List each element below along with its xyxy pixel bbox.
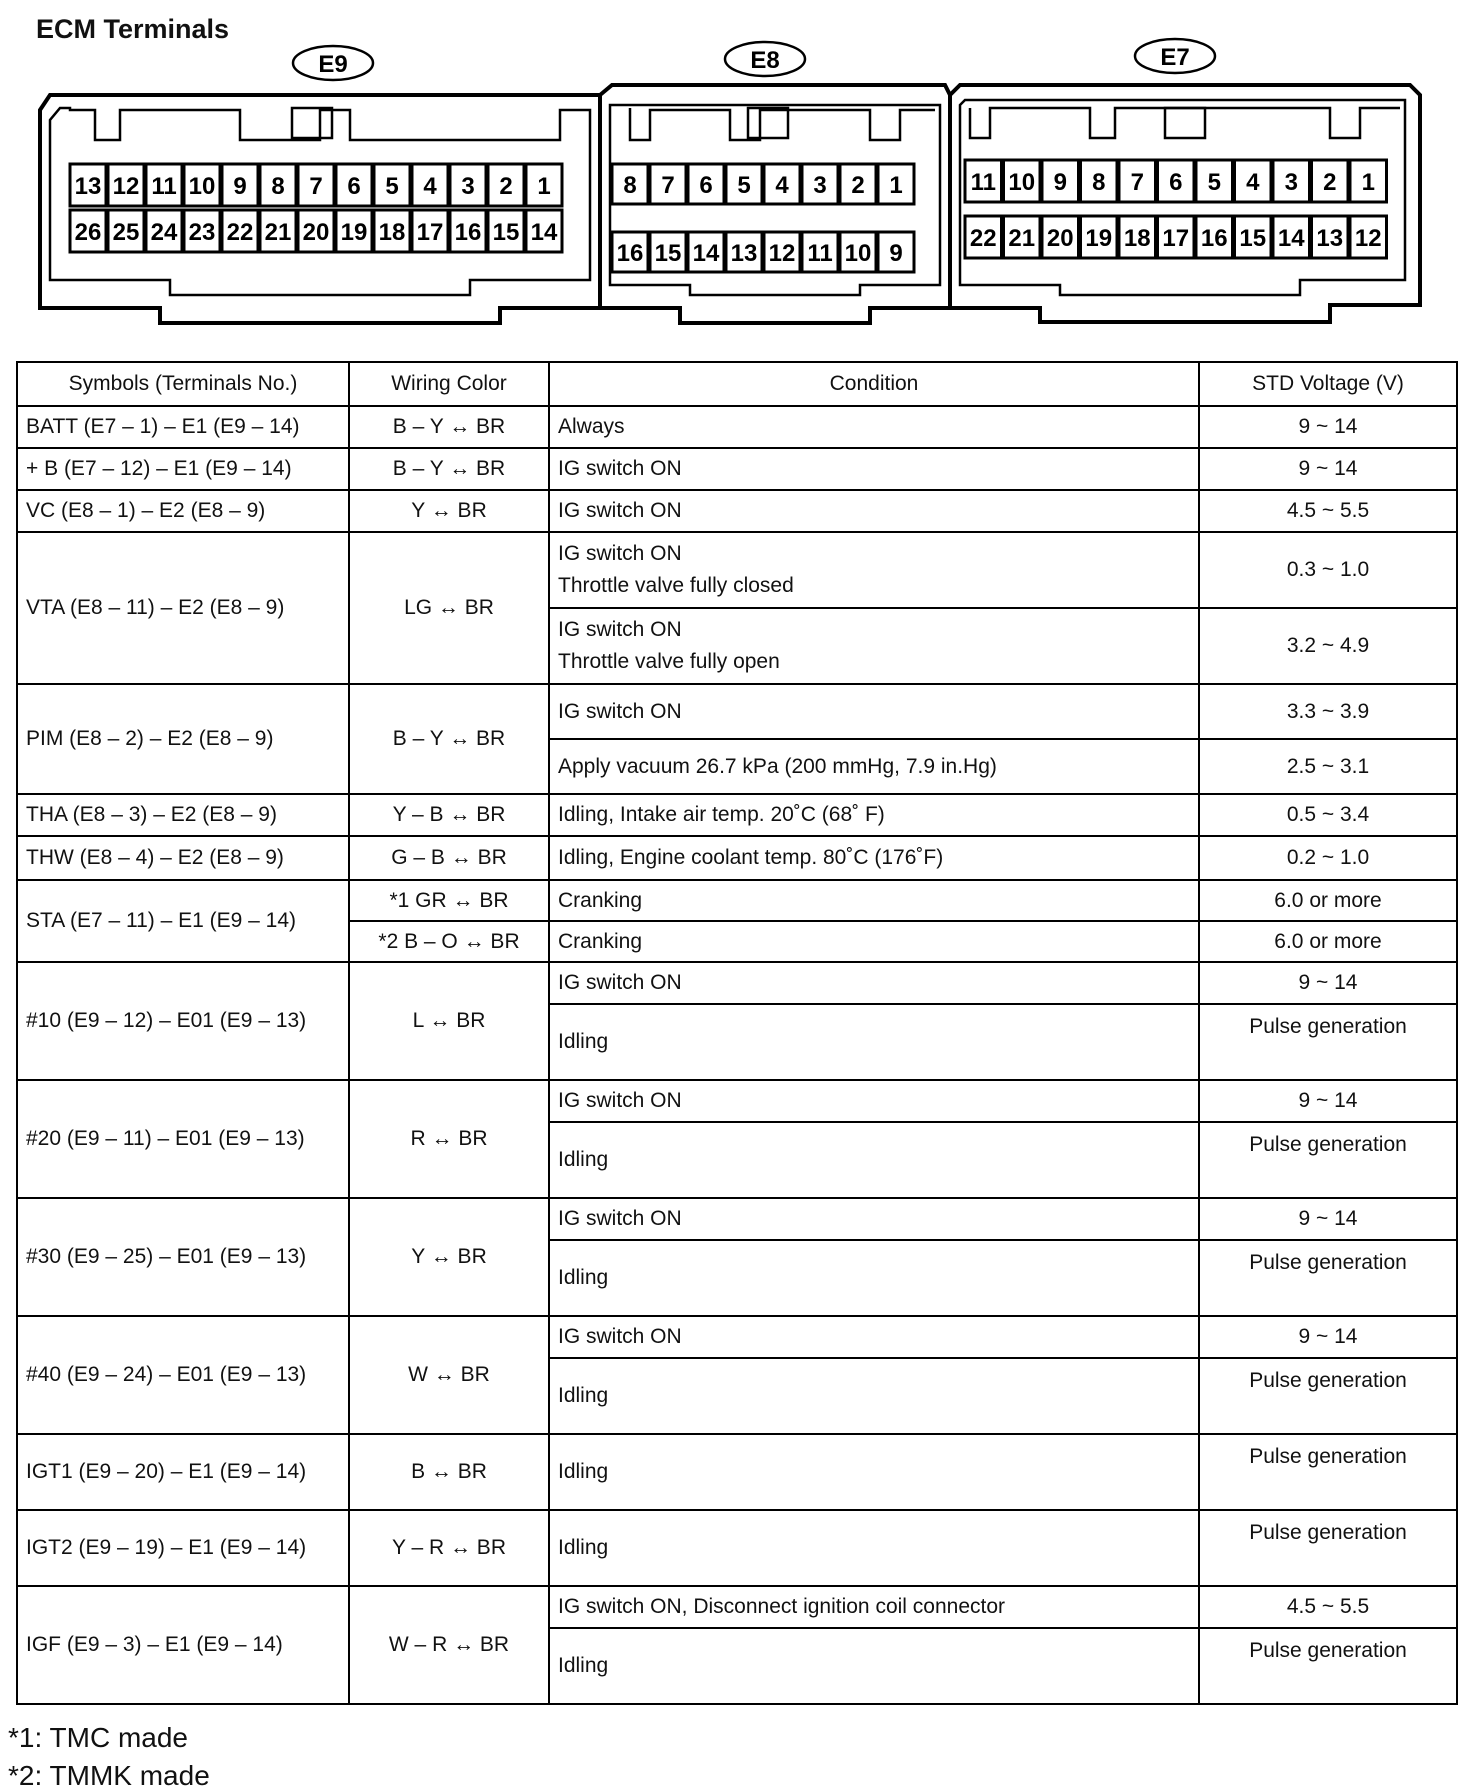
voltage-cell: 9 ~ 14 <box>1199 1316 1457 1358</box>
e8-pin-number: 2 <box>851 172 865 199</box>
e8-pin-number: 5 <box>737 172 751 199</box>
e7-pin-number: 1 <box>1361 169 1375 196</box>
condition-line: IG switch ON <box>558 542 682 565</box>
table-row <box>17 532 1457 608</box>
wiring-cell: LG ↔ BR <box>349 532 549 684</box>
condition-cell <box>549 532 1199 608</box>
e9-pin-number: 25 <box>112 219 140 246</box>
wiring-cell: *2 B – O ↔ BR <box>349 921 549 962</box>
voltage-cell: 4.5 ~ 5.5 <box>1199 490 1457 532</box>
wiring-cell: W ↔ BR <box>349 1316 549 1434</box>
table-row <box>17 1080 1457 1122</box>
e7-pin-number: 19 <box>1085 225 1113 252</box>
voltage-cell: Pulse generation <box>1199 1628 1457 1704</box>
e9-pin-number: 18 <box>378 219 406 246</box>
e7-pin-number: 2 <box>1323 169 1337 196</box>
symbol-cell: STA (E7 – 11) – E1 (E9 – 14) <box>17 880 349 962</box>
e9-pin-number: 24 <box>150 219 178 246</box>
e9-pin-number: 26 <box>74 219 102 246</box>
symbol-cell: IGT2 (E9 – 19) – E1 (E9 – 14) <box>17 1510 349 1586</box>
condition-line: Throttle valve fully open <box>558 650 780 673</box>
e9-latch <box>292 108 332 138</box>
table-row <box>17 448 1457 490</box>
wiring-cell: R ↔ BR <box>349 1080 549 1198</box>
e9-pin-number: 3 <box>461 173 475 200</box>
header-condition: Condition <box>549 362 1199 406</box>
symbol-cell: THA (E8 – 3) – E2 (E8 – 9) <box>17 794 349 836</box>
voltage-cell: Pulse generation <box>1199 1004 1457 1080</box>
table-row <box>17 1316 1457 1358</box>
e8-pin-number: 8 <box>623 172 637 199</box>
symbol-cell: THW (E8 – 4) – E2 (E8 – 9) <box>17 836 349 880</box>
e8-pin-number: 14 <box>692 240 720 267</box>
e8-pin-number: 16 <box>616 240 644 267</box>
e7-pin-number: 15 <box>1239 225 1267 252</box>
e9-pin-number: 21 <box>264 219 292 246</box>
wiring-cell: B – Y ↔ BR <box>349 684 549 794</box>
e9-pin-number: 22 <box>226 219 254 246</box>
wiring-cell: Y – R ↔ BR <box>349 1510 549 1586</box>
condition-cell: IG switch ON <box>549 1316 1199 1358</box>
e8-pin-number: 3 <box>813 172 827 199</box>
symbol-cell: BATT (E7 – 1) – E1 (E9 – 14) <box>17 406 349 448</box>
table-row <box>17 880 1457 921</box>
e9-pin-number: 13 <box>74 173 102 200</box>
condition-cell <box>549 608 1199 684</box>
e8-pin-number: 7 <box>661 172 675 199</box>
e9-pin-number: 4 <box>423 173 437 200</box>
wiring-cell: *1 GR ↔ BR <box>349 880 549 921</box>
e7-pin-number: 13 <box>1316 225 1344 252</box>
condition-cell: Idling, Intake air temp. 20˚C (68˚ F) <box>549 794 1199 836</box>
header-std-voltage: STD Voltage (V) <box>1199 362 1457 406</box>
voltage-cell: Pulse generation <box>1199 1358 1457 1434</box>
wiring-cell: Y ↔ BR <box>349 490 549 532</box>
wiring-cell: Y ↔ BR <box>349 1198 549 1316</box>
wiring-cell: Y – B ↔ BR <box>349 794 549 836</box>
e8-pin-number: 15 <box>654 240 682 267</box>
e7-pin-number: 4 <box>1246 169 1260 196</box>
wiring-cell: B – Y ↔ BR <box>349 448 549 490</box>
table-row <box>17 406 1457 448</box>
voltage-cell: 0.5 ~ 3.4 <box>1199 794 1457 836</box>
table-row <box>17 962 1457 1004</box>
ecm-terminal-table <box>16 361 1458 1705</box>
condition-line: Throttle valve fully closed <box>558 574 794 597</box>
voltage-cell: Pulse generation <box>1199 1240 1457 1316</box>
symbol-cell: + B (E7 – 12) – E1 (E9 – 14) <box>17 448 349 490</box>
condition-cell: Always <box>549 406 1199 448</box>
voltage-cell: 2.5 ~ 3.1 <box>1199 739 1457 794</box>
e7-pin-number: 9 <box>1053 169 1067 196</box>
table-row <box>17 1434 1457 1510</box>
voltage-cell: 4.5 ~ 5.5 <box>1199 1586 1457 1628</box>
table-row <box>17 1510 1457 1586</box>
condition-cell: IG switch ON, Disconnect ignition coil connector <box>549 1586 1199 1628</box>
voltage-cell: 0.3 ~ 1.0 <box>1199 532 1457 608</box>
footnote-1: *1: TMC made <box>8 1722 188 1753</box>
voltage-cell: 9 ~ 14 <box>1199 1080 1457 1122</box>
e8-latch <box>748 108 788 138</box>
e9-pin-number: 5 <box>385 173 399 200</box>
symbol-cell: PIM (E8 – 2) – E2 (E8 – 9) <box>17 684 349 794</box>
condition-cell: Idling, Engine coolant temp. 80˚C (176˚F) <box>549 836 1199 880</box>
condition-line: IG switch ON <box>558 618 682 641</box>
condition-cell: Idling <box>549 1240 1199 1316</box>
condition-cell: IG switch ON <box>549 684 1199 739</box>
voltage-cell: 9 ~ 14 <box>1199 962 1457 1004</box>
symbol-cell: #10 (E9 – 12) – E01 (E9 – 13) <box>17 962 349 1080</box>
e9-pin-number: 16 <box>454 219 482 246</box>
voltage-cell: 3.3 ~ 3.9 <box>1199 684 1457 739</box>
e8-pin-number: 10 <box>844 240 872 267</box>
header-symbols: Symbols (Terminals No.) <box>17 362 349 406</box>
e9-pin-number: 19 <box>340 219 368 246</box>
e7-pin-number: 14 <box>1277 225 1305 252</box>
e7-pin-number: 3 <box>1284 169 1298 196</box>
e7-pin-number: 5 <box>1207 169 1221 196</box>
condition-cell: IG switch ON <box>549 1198 1199 1240</box>
table-row <box>17 794 1457 836</box>
voltage-cell: Pulse generation <box>1199 1434 1457 1510</box>
wiring-cell: B – Y ↔ BR <box>349 406 549 448</box>
symbol-cell: #30 (E9 – 25) – E01 (E9 – 13) <box>17 1198 349 1316</box>
e7-pin-number: 20 <box>1046 225 1074 252</box>
e9-pin-number: 20 <box>302 219 330 246</box>
footnote-2: *2: TMMK made <box>8 1760 210 1791</box>
condition-cell: Idling <box>549 1358 1199 1434</box>
voltage-cell: Pulse generation <box>1199 1510 1457 1586</box>
e9-pin-number: 14 <box>530 219 558 246</box>
e7-pin-number: 18 <box>1123 225 1151 252</box>
condition-cell: IG switch ON <box>549 1080 1199 1122</box>
e9-pin-number: 1 <box>537 173 551 200</box>
table-row <box>17 1586 1457 1628</box>
wiring-cell: G – B ↔ BR <box>349 836 549 880</box>
condition-cell: IG switch ON <box>549 490 1199 532</box>
e7-pin-number: 10 <box>1008 169 1036 196</box>
e9-pin-number: 23 <box>188 219 216 246</box>
e9-pin-number: 6 <box>347 173 361 200</box>
wiring-cell: L ↔ BR <box>349 962 549 1080</box>
e9-pin-number: 11 <box>151 173 177 200</box>
e8-pin-number: 13 <box>730 240 758 267</box>
header-wiring-color: Wiring Color <box>349 362 549 406</box>
voltage-cell: 9 ~ 14 <box>1199 406 1457 448</box>
e7-pin-number: 21 <box>1008 225 1036 252</box>
symbol-cell: IGT1 (E9 – 20) – E1 (E9 – 14) <box>17 1434 349 1510</box>
e7-pin-number: 16 <box>1200 225 1228 252</box>
table-row <box>17 836 1457 880</box>
e7-pin-number: 22 <box>969 225 997 252</box>
e8-pin-number: 1 <box>889 172 903 199</box>
e7-pin-number: 17 <box>1162 225 1190 252</box>
condition-cell: Idling <box>549 1434 1199 1510</box>
e7-pin-number: 6 <box>1169 169 1183 196</box>
e9-label: E9 <box>318 51 348 78</box>
symbol-cell: IGF (E9 – 3) – E1 (E9 – 14) <box>17 1586 349 1704</box>
condition-cell: Idling <box>549 1122 1199 1198</box>
condition-cell: IG switch ON <box>549 962 1199 1004</box>
voltage-cell: 9 ~ 14 <box>1199 448 1457 490</box>
e7-pin-number: 7 <box>1130 169 1144 196</box>
e7-latch <box>1165 108 1205 138</box>
e9-pin-number: 2 <box>499 173 513 200</box>
condition-cell: Cranking <box>549 880 1199 921</box>
e9-pin-number: 12 <box>112 173 140 200</box>
e9-pin-number: 9 <box>233 173 247 200</box>
e8-pin-number: 9 <box>889 240 903 267</box>
wiring-cell: B ↔ BR <box>349 1434 549 1510</box>
e8-pin-number: 11 <box>807 240 833 267</box>
e9-pin-number: 15 <box>492 219 520 246</box>
voltage-cell: Pulse generation <box>1199 1122 1457 1198</box>
voltage-cell: 6.0 or more <box>1199 921 1457 962</box>
e8-pin-number: 6 <box>699 172 713 199</box>
condition-cell: Idling <box>549 1628 1199 1704</box>
e7-label: E7 <box>1160 44 1190 71</box>
e9-pin-number: 8 <box>271 173 285 200</box>
table-row <box>17 490 1457 532</box>
voltage-cell: 3.2 ~ 4.9 <box>1199 608 1457 684</box>
connector-pins <box>70 160 1387 272</box>
voltage-cell: 0.2 ~ 1.0 <box>1199 836 1457 880</box>
table-header-row <box>17 362 1457 406</box>
e9-pin-number: 10 <box>188 173 216 200</box>
condition-cell: Idling <box>549 1510 1199 1586</box>
condition-cell: IG switch ON <box>549 448 1199 490</box>
symbol-cell: #20 (E9 – 11) – E01 (E9 – 13) <box>17 1080 349 1198</box>
voltage-cell: 6.0 or more <box>1199 880 1457 921</box>
e9-pin-number: 7 <box>309 173 323 200</box>
table-row <box>17 684 1457 739</box>
condition-cell: Idling <box>549 1004 1199 1080</box>
symbol-cell: VC (E8 – 1) – E2 (E8 – 9) <box>17 490 349 532</box>
voltage-cell: 9 ~ 14 <box>1199 1198 1457 1240</box>
condition-cell: Apply vacuum 26.7 kPa (200 mmHg, 7.9 in.Hg) <box>549 739 1199 794</box>
symbol-cell: #40 (E9 – 24) – E01 (E9 – 13) <box>17 1316 349 1434</box>
e7-pin-number: 12 <box>1354 225 1382 252</box>
e8-pin-number: 12 <box>768 240 796 267</box>
condition-cell: Cranking <box>549 921 1199 962</box>
e9-pin-number: 17 <box>416 219 444 246</box>
table-row <box>17 1198 1457 1240</box>
symbol-cell: VTA (E8 – 11) – E2 (E8 – 9) <box>17 532 349 684</box>
e7-pin-number: 8 <box>1092 169 1106 196</box>
ecm-connector-diagram <box>0 0 1472 345</box>
e8-label: E8 <box>750 47 780 74</box>
wiring-cell: W – R ↔ BR <box>349 1586 549 1704</box>
page-title: ECM Terminals <box>36 14 230 44</box>
e8-pin-number: 4 <box>775 172 789 199</box>
e7-pin-number: 11 <box>970 169 996 196</box>
